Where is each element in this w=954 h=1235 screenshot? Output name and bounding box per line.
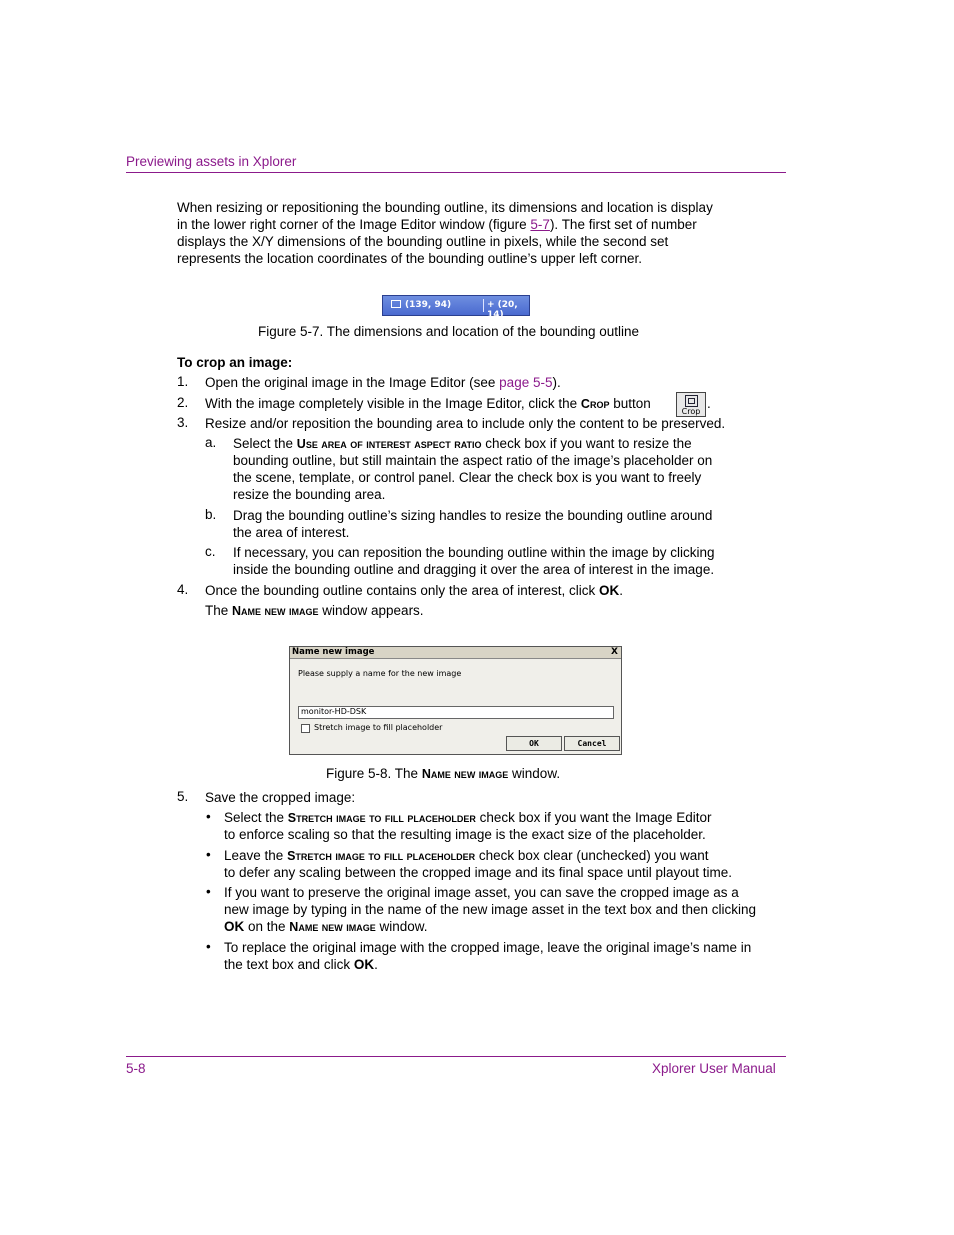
crop-button[interactable]: Crop <box>676 392 706 417</box>
step-2-number: 2. <box>177 395 189 410</box>
figure-5-7-link[interactable]: 5-7 <box>530 217 550 232</box>
step-1-text: Open the original image in the Image Editor (see page 5-5). <box>205 375 561 390</box>
step-1-number: 1. <box>177 374 189 389</box>
step-3a-line-4: resize the bounding area. <box>233 487 386 502</box>
page-number: 5-8 <box>126 1061 146 1076</box>
step-3c-letter: c. <box>205 544 216 559</box>
step-3-text: Resize and/or reposition the bounding area to include only the content to be preserved. <box>205 416 726 431</box>
step-2-text: With the image completely visible in the Image Editor, click the Crop button <box>205 396 651 411</box>
step-3-number: 3. <box>177 415 189 430</box>
close-icon[interactable]: X <box>611 647 618 657</box>
step-3a-line-1: Select the Use area of interest aspect ratio check box if you want to resize the <box>233 436 692 451</box>
running-header: Previewing assets in Xplorer <box>126 154 297 169</box>
image-name-input[interactable]: monitor-HD-DSK <box>298 706 614 719</box>
dialog-title: Name new image <box>290 647 621 659</box>
crop-icon <box>685 395 698 407</box>
location-readout: + (20, 14) <box>487 300 518 320</box>
step-3c-line-2: inside the bounding outline and dragging it over the area of interest in the image. <box>233 562 715 577</box>
figure-5-7-caption: Figure 5-7. The dimensions and location of the bounding outline <box>258 324 640 339</box>
intro-line-3: displays the X/Y dimensions of the bounding outline in pixels, while the second set <box>177 234 669 249</box>
dimension-status-bar <box>382 295 530 320</box>
step-3b-line-2: the area of interest. <box>233 525 350 540</box>
footer-rule <box>126 1056 786 1057</box>
step-3a-line-2: bounding outline, but still maintain the aspect ratio of the image’s placeholder on <box>233 453 713 468</box>
step-3b-letter: b. <box>205 507 217 522</box>
step-4-text: Once the bounding outline contains only the area of interest, click OK. <box>205 583 624 598</box>
step-4-number: 4. <box>177 582 189 597</box>
bullet-1: • <box>206 809 211 824</box>
step-2-period: . <box>707 396 711 411</box>
stretch-image-label: Stretch image to fill placeholder <box>314 723 443 732</box>
step-5-text: Save the cropped image: <box>205 790 356 805</box>
figure-5-8-caption: Figure 5-8. The Name new image window. <box>326 766 561 781</box>
cancel-button[interactable]: Cancel <box>564 736 620 751</box>
step-3a-line-3: the scene, template, or control panel. Clear the check box is you want to freely <box>233 470 702 485</box>
bullet-4-line-1: To replace the original image with the cropped image, leave the original image’s name in <box>224 940 752 955</box>
bullet-3: • <box>206 884 211 899</box>
stretch-image-checkbox[interactable] <box>301 724 310 733</box>
bullet-2-line-1: Leave the Stretch image to fill placeholder check box clear (unchecked) you want <box>224 848 709 863</box>
step-3c-line-1: If necessary, you can reposition the bounding outline within the image by clicking <box>233 545 715 560</box>
step-3a-letter: a. <box>205 435 217 450</box>
bullet-2: • <box>206 847 211 862</box>
dialog-prompt: Please supply a name for the new image <box>298 669 462 678</box>
bullet-3-line-1: If you want to preserve the original image asset, you can save the cropped image as a <box>224 885 739 900</box>
status-separator <box>483 299 484 312</box>
bullet-3-line-3: OK on the Name new image window. <box>224 919 428 934</box>
bullet-1-line-2: to enforce scaling so that the resulting image is the exact size of the placeholder. <box>224 827 706 842</box>
bullet-2-line-2: to defer any scaling between the cropped image and its final space until playout time. <box>224 865 733 880</box>
manual-title: Xplorer User Manual <box>652 1061 776 1076</box>
bullet-3-line-2: new image by typing in the name of the new image asset in the text box and then clicking <box>224 902 757 917</box>
step-4-result: The Name new image window appears. <box>205 603 424 618</box>
rectangle-icon <box>391 300 401 308</box>
header-rule <box>126 172 786 173</box>
step-3b-line-1: Drag the bounding outline’s sizing handles to resize the bounding outline around <box>233 508 713 523</box>
ok-button[interactable]: OK <box>506 736 562 751</box>
step-5-number: 5. <box>177 789 189 804</box>
intro-line-2: in the lower right corner of the Image Editor window (figure 5-7). The first set of number <box>177 217 697 232</box>
page-5-5-link[interactable]: page 5-5 <box>499 375 553 390</box>
bullet-4: • <box>206 939 211 954</box>
procedure-heading: To crop an image: <box>177 355 293 370</box>
name-new-image-dialog <box>289 646 622 755</box>
intro-line-4: represents the location coordinates of the bounding outline’s upper left corner. <box>177 251 643 266</box>
dimensions-readout: (139, 94) <box>391 300 451 310</box>
bullet-4-line-2: the text box and click OK. <box>224 957 378 972</box>
intro-line-1: When resizing or repositioning the bounding outline, its dimensions and location is display <box>177 200 713 215</box>
bullet-1-line-1: Select the Stretch image to fill placeholder check box if you want the Image Editor <box>224 810 712 825</box>
